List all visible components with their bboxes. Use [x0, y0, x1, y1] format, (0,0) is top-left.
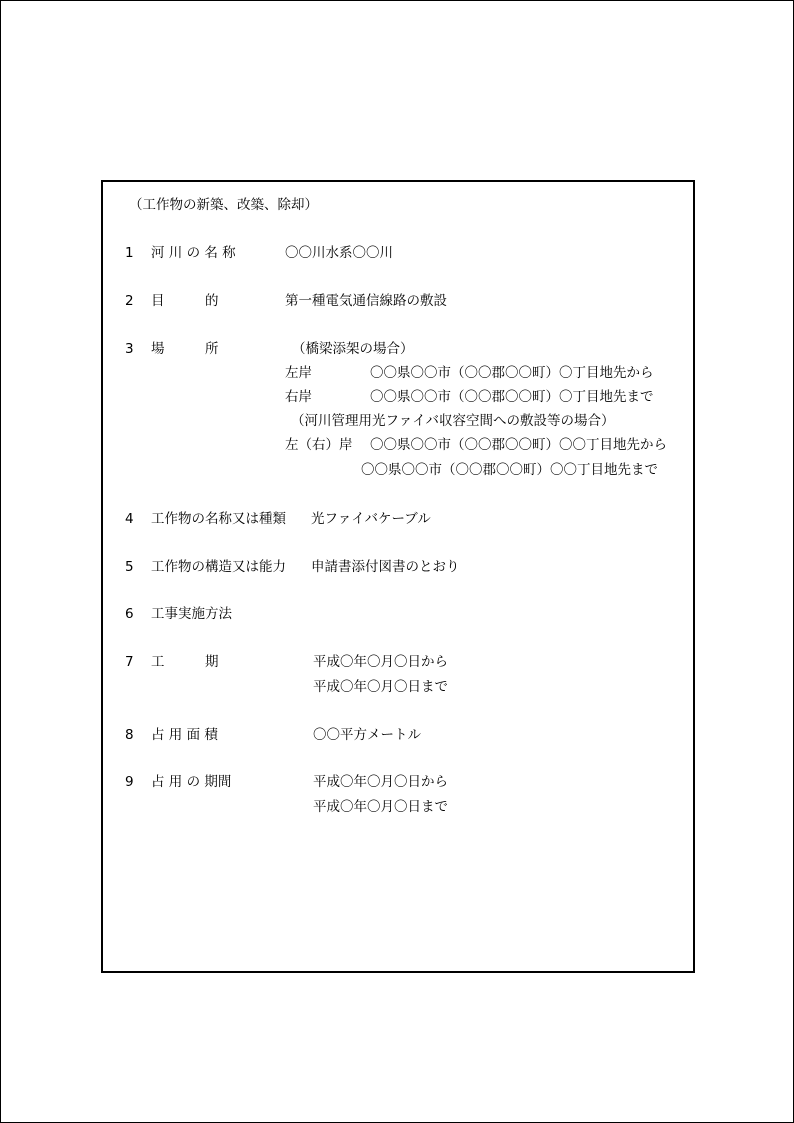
item-value-structure-name: 光ファイバケーブル — [311, 511, 431, 527]
construction-period-to: 平成〇年〇月〇日まで — [313, 679, 448, 695]
location-bank-value-to: 〇〇県〇〇市（〇〇郡〇〇町）〇〇丁目地先まで — [361, 462, 658, 478]
item-value-river-name: 〇〇川水系〇〇川 — [285, 245, 393, 261]
occupancy-period-from: 平成〇年〇月〇日から — [313, 774, 448, 790]
item-value-structure-capacity: 申請書添付図書のとおり — [311, 559, 460, 575]
occupancy-period-to: 平成〇年〇月〇日まで — [313, 799, 448, 815]
location-bridge-note: （橋梁添架の場合） — [292, 341, 414, 357]
item-number: 7 — [125, 654, 134, 670]
item-label-structure-capacity: 工作物の構造又は能力 — [151, 559, 286, 575]
item-label-location: 場 所 — [151, 341, 219, 357]
location-left-bank-value: 〇〇県〇〇市（〇〇郡〇〇町）〇丁目地先から — [370, 365, 654, 381]
item-number: 9 — [125, 774, 134, 790]
item-value-purpose: 第一種電気通信線路の敷設 — [285, 293, 447, 309]
item-number: 3 — [125, 341, 134, 357]
item-number: 2 — [125, 293, 134, 309]
item-value-occupancy-area: 〇〇平方メートル — [313, 727, 421, 743]
item-number: 8 — [125, 727, 134, 743]
construction-period-from: 平成〇年〇月〇日から — [313, 654, 448, 670]
location-bank-value-from: 〇〇県〇〇市（〇〇郡〇〇町）〇〇丁目地先から — [370, 437, 667, 453]
item-number: 6 — [125, 606, 134, 622]
location-right-bank-label: 右岸 — [285, 389, 312, 405]
item-number: 4 — [125, 511, 134, 527]
form-header: （工作物の新築、改築、除却） — [129, 197, 318, 213]
item-number: 5 — [125, 559, 134, 575]
item-label-purpose: 目 的 — [151, 293, 219, 309]
location-bank-label: 左（右）岸 — [285, 437, 353, 453]
item-label-occupancy-area: 占 用 面 積 — [151, 727, 218, 743]
location-left-bank-label: 左岸 — [285, 365, 312, 381]
location-right-bank-value: 〇〇県〇〇市（〇〇郡〇〇町）〇丁目地先まで — [370, 389, 654, 405]
item-label-construction-method: 工事実施方法 — [151, 606, 232, 622]
item-label-occupancy-period: 占 用 の 期間 — [151, 774, 232, 790]
item-label-construction-period: 工 期 — [151, 654, 219, 670]
item-label-river-name: 河 川 の 名 称 — [151, 245, 236, 261]
item-label-structure-name: 工作物の名称又は種類 — [151, 511, 286, 527]
item-number: 1 — [125, 245, 134, 261]
location-space-note: （河川管理用光ファイバ収容空間への敷設等の場合） — [291, 413, 615, 429]
